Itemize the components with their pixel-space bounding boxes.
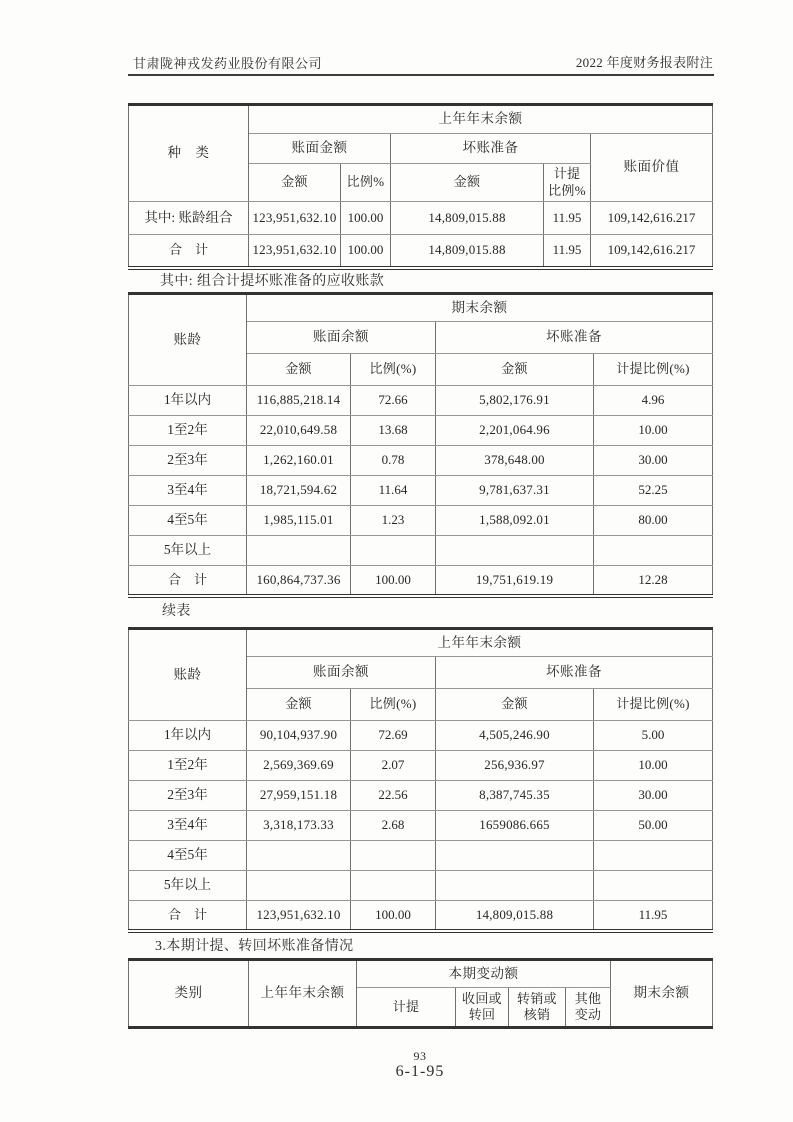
- ratio-cell: 100.00: [351, 566, 436, 596]
- aging-label-cell: 3至4年: [129, 476, 247, 506]
- provision-ratio-cell: 80.00: [594, 506, 713, 536]
- table-row: [129, 751, 713, 781]
- aging-label-cell: 合 计: [129, 566, 247, 596]
- provision-cell: 1,588,092.01: [436, 506, 594, 536]
- amount-cell: 116,885,218.14: [247, 386, 351, 416]
- provision-ratio-cell: 50.00: [594, 811, 713, 841]
- ratio-cell: 100.00: [351, 901, 436, 931]
- carrying-value-cell: 109,142,616.217: [591, 202, 713, 235]
- other-line2: 变动: [574, 1007, 602, 1022]
- ratio-cell: 100.00: [341, 235, 391, 268]
- provision-ratio-cell: [594, 871, 713, 901]
- provision-ratio-cell: 12.28: [594, 566, 713, 596]
- header-rule: [128, 74, 714, 76]
- header-provision-ratio: [544, 164, 591, 202]
- table-row: [129, 446, 713, 476]
- header-ratio: 比例%: [341, 164, 391, 202]
- provision-cell: 5,802,176.91: [436, 386, 594, 416]
- ratio-cell: [351, 841, 436, 871]
- header-other-changes: [566, 988, 611, 1028]
- table-row-total: [129, 566, 713, 596]
- provision-cell: 9,781,637.31: [436, 476, 594, 506]
- header-bad-debt-provision: 坏账准备: [436, 657, 713, 689]
- ratio-cell: 2.68: [351, 811, 436, 841]
- amount-cell: [247, 536, 351, 566]
- ratio-cell: 22.56: [351, 781, 436, 811]
- table-row: [129, 781, 713, 811]
- aging-label-cell: 2至3年: [129, 781, 247, 811]
- header-bad-debt-provision: 坏账准备: [391, 134, 591, 164]
- recover-line1: 收回或: [462, 990, 502, 1006]
- provision-cell: 14,809,015.88: [436, 901, 594, 931]
- provision-cell: 14,809,015.88: [391, 235, 544, 268]
- amount-cell: 3,318,173.33: [247, 811, 351, 841]
- aging-label-cell: 合 计: [129, 901, 247, 931]
- header-category: 类别: [129, 960, 249, 1028]
- provision-cell: 19,751,619.19: [436, 566, 594, 596]
- table-row: [129, 536, 713, 566]
- provision-ratio-cell: 11.95: [594, 901, 713, 931]
- note-combination: 其中: 组合计提坏账准备的应收账款: [160, 274, 385, 289]
- provision-ratio-cell: [594, 841, 713, 871]
- row-label-cell: 其中: 账龄组合: [129, 202, 249, 235]
- header-book-amount: 账面金额: [249, 134, 391, 164]
- header-book-balance: 账面余额: [247, 657, 436, 689]
- table-row: [129, 871, 713, 901]
- provision-ratio-cell: [594, 536, 713, 566]
- provision-ratio-cell: 5.00: [594, 721, 713, 751]
- amount-cell: 22,010,649.58: [247, 416, 351, 446]
- company-name: 甘肃陇神戎发药业股份有限公司: [133, 56, 323, 71]
- header-amount: 金额: [247, 689, 351, 721]
- aging-label-cell: 5年以上: [129, 871, 247, 901]
- header-recovered-or-reversed: [456, 988, 509, 1028]
- amount-cell: 123,951,632.10: [249, 235, 341, 268]
- provision-ratio-cell: 4.96: [594, 386, 713, 416]
- aging-label-cell: 2至3年: [129, 446, 247, 476]
- provision-cell: 14,809,015.88: [391, 202, 544, 235]
- ratio-cell: 1.23: [351, 506, 436, 536]
- section3-title: 3.本期计提、转回坏账准备情况: [155, 939, 354, 954]
- header-aging: 账龄: [129, 629, 247, 721]
- ratio-cell: [351, 536, 436, 566]
- amount-cell: 2,569,369.69: [247, 751, 351, 781]
- amount-cell: [247, 871, 351, 901]
- header-amount: 金额: [436, 689, 594, 721]
- provision-cell: 2,201,064.96: [436, 416, 594, 446]
- header-current-change: 本期变动额: [357, 960, 611, 988]
- provision-ratio-line1: 计提: [553, 166, 581, 182]
- amount-cell: 18,721,594.62: [247, 476, 351, 506]
- ratio-cell: 0.78: [351, 446, 436, 476]
- doc-code: 6-1-95: [395, 1063, 445, 1081]
- period-end-aging-table: [128, 292, 713, 598]
- page-footer: [128, 1050, 712, 1081]
- page-number: 93: [413, 1049, 427, 1063]
- aging-label-cell: 4至5年: [129, 841, 247, 871]
- table-row: [129, 386, 713, 416]
- provision-ratio-cell: 11.95: [544, 235, 591, 268]
- provision-ratio-cell: 30.00: [594, 446, 713, 476]
- amount-cell: 1,262,160.01: [247, 446, 351, 476]
- amount-cell: 123,951,632.10: [247, 901, 351, 931]
- aging-label-cell: 1至2年: [129, 416, 247, 446]
- amount-cell: 123,951,632.10: [249, 202, 341, 235]
- header-category: 种 类: [129, 105, 249, 202]
- header-prior-year-balance: 上年年末余额: [247, 629, 713, 657]
- header-bad-debt-provision: 坏账准备: [436, 322, 713, 354]
- header-prior-year-balance: 上年年末余额: [249, 105, 713, 134]
- table-row-total: [129, 235, 713, 268]
- header-amount: 金额: [249, 164, 341, 202]
- amount-cell: 90,104,937.90: [247, 721, 351, 751]
- continued-table-label: 续表: [162, 604, 191, 619]
- amount-cell: 160,864,737.36: [247, 566, 351, 596]
- provision-changes-table: [128, 958, 713, 1029]
- provision-cell: 4,505,246.90: [436, 721, 594, 751]
- aging-label-cell: 1年以内: [129, 386, 247, 416]
- provision-ratio-cell: 10.00: [594, 416, 713, 446]
- amount-cell: 1,985,115.01: [247, 506, 351, 536]
- row-label-cell: 合 计: [129, 235, 249, 268]
- ratio-cell: 100.00: [341, 202, 391, 235]
- amount-cell: 27,959,151.18: [247, 781, 351, 811]
- other-line1: 其他: [574, 990, 602, 1006]
- ratio-cell: 2.07: [351, 751, 436, 781]
- header-amount: 金额: [247, 354, 351, 386]
- header-aging: 账龄: [129, 294, 247, 386]
- carrying-value-cell: 109,142,616.217: [591, 235, 713, 268]
- header-ratio: 比例(%): [351, 354, 436, 386]
- header-amount: 金额: [436, 354, 594, 386]
- header-ratio: 比例(%): [351, 689, 436, 721]
- table-row: [129, 811, 713, 841]
- prior-year-aging-table: [128, 627, 713, 933]
- writeoff-line2: 核销: [523, 1007, 551, 1022]
- ratio-cell: 11.64: [351, 476, 436, 506]
- table-row: [129, 506, 713, 536]
- provision-cell: 256,936.97: [436, 751, 594, 781]
- aging-label-cell: 1年以内: [129, 721, 247, 751]
- ratio-cell: 72.69: [351, 721, 436, 751]
- amount-cell: [247, 841, 351, 871]
- prior-year-summary-table: [128, 103, 713, 270]
- header-prior-year-balance: 上年年末余额: [249, 960, 357, 1028]
- header-provision: 计提: [357, 988, 456, 1028]
- ratio-cell: 13.68: [351, 416, 436, 446]
- provision-ratio-cell: 10.00: [594, 751, 713, 781]
- provision-ratio-cell: 11.95: [544, 202, 591, 235]
- provision-cell: [436, 536, 594, 566]
- aging-label-cell: 1至2年: [129, 751, 247, 781]
- ratio-cell: [351, 871, 436, 901]
- header-period-end-balance: 期末余额: [247, 294, 713, 322]
- provision-cell: [436, 841, 594, 871]
- table-row: [129, 202, 713, 235]
- header-provision-ratio: 计提比例(%): [594, 354, 713, 386]
- table-row: [129, 476, 713, 506]
- ratio-cell: 72.66: [351, 386, 436, 416]
- header-provision-ratio: 计提比例(%): [594, 689, 713, 721]
- header-book-balance: 账面余额: [247, 322, 436, 354]
- table-row: [129, 416, 713, 446]
- doc-title: 2022 年度财务报表附注: [575, 55, 713, 70]
- recover-line2: 转回: [468, 1007, 496, 1022]
- aging-label-cell: 3至4年: [129, 811, 247, 841]
- provision-cell: 378,648.00: [436, 446, 594, 476]
- provision-ratio-line2: 比例%: [548, 182, 586, 198]
- table-row-total: [129, 901, 713, 931]
- provision-cell: 1659086.665: [436, 811, 594, 841]
- header-amount: 金额: [391, 164, 544, 202]
- table-row: [129, 721, 713, 751]
- header-carrying-value: 账面价值: [591, 134, 713, 202]
- table-row: [129, 841, 713, 871]
- provision-ratio-cell: 30.00: [594, 781, 713, 811]
- provision-cell: [436, 871, 594, 901]
- header-end-balance: 期末余额: [611, 960, 713, 1028]
- aging-label-cell: 5年以上: [129, 536, 247, 566]
- provision-ratio-cell: 52.25: [594, 476, 713, 506]
- aging-label-cell: 4至5年: [129, 506, 247, 536]
- writeoff-line1: 转销或: [517, 990, 557, 1006]
- provision-cell: 8,387,745.35: [436, 781, 594, 811]
- header-written-off: [509, 988, 566, 1028]
